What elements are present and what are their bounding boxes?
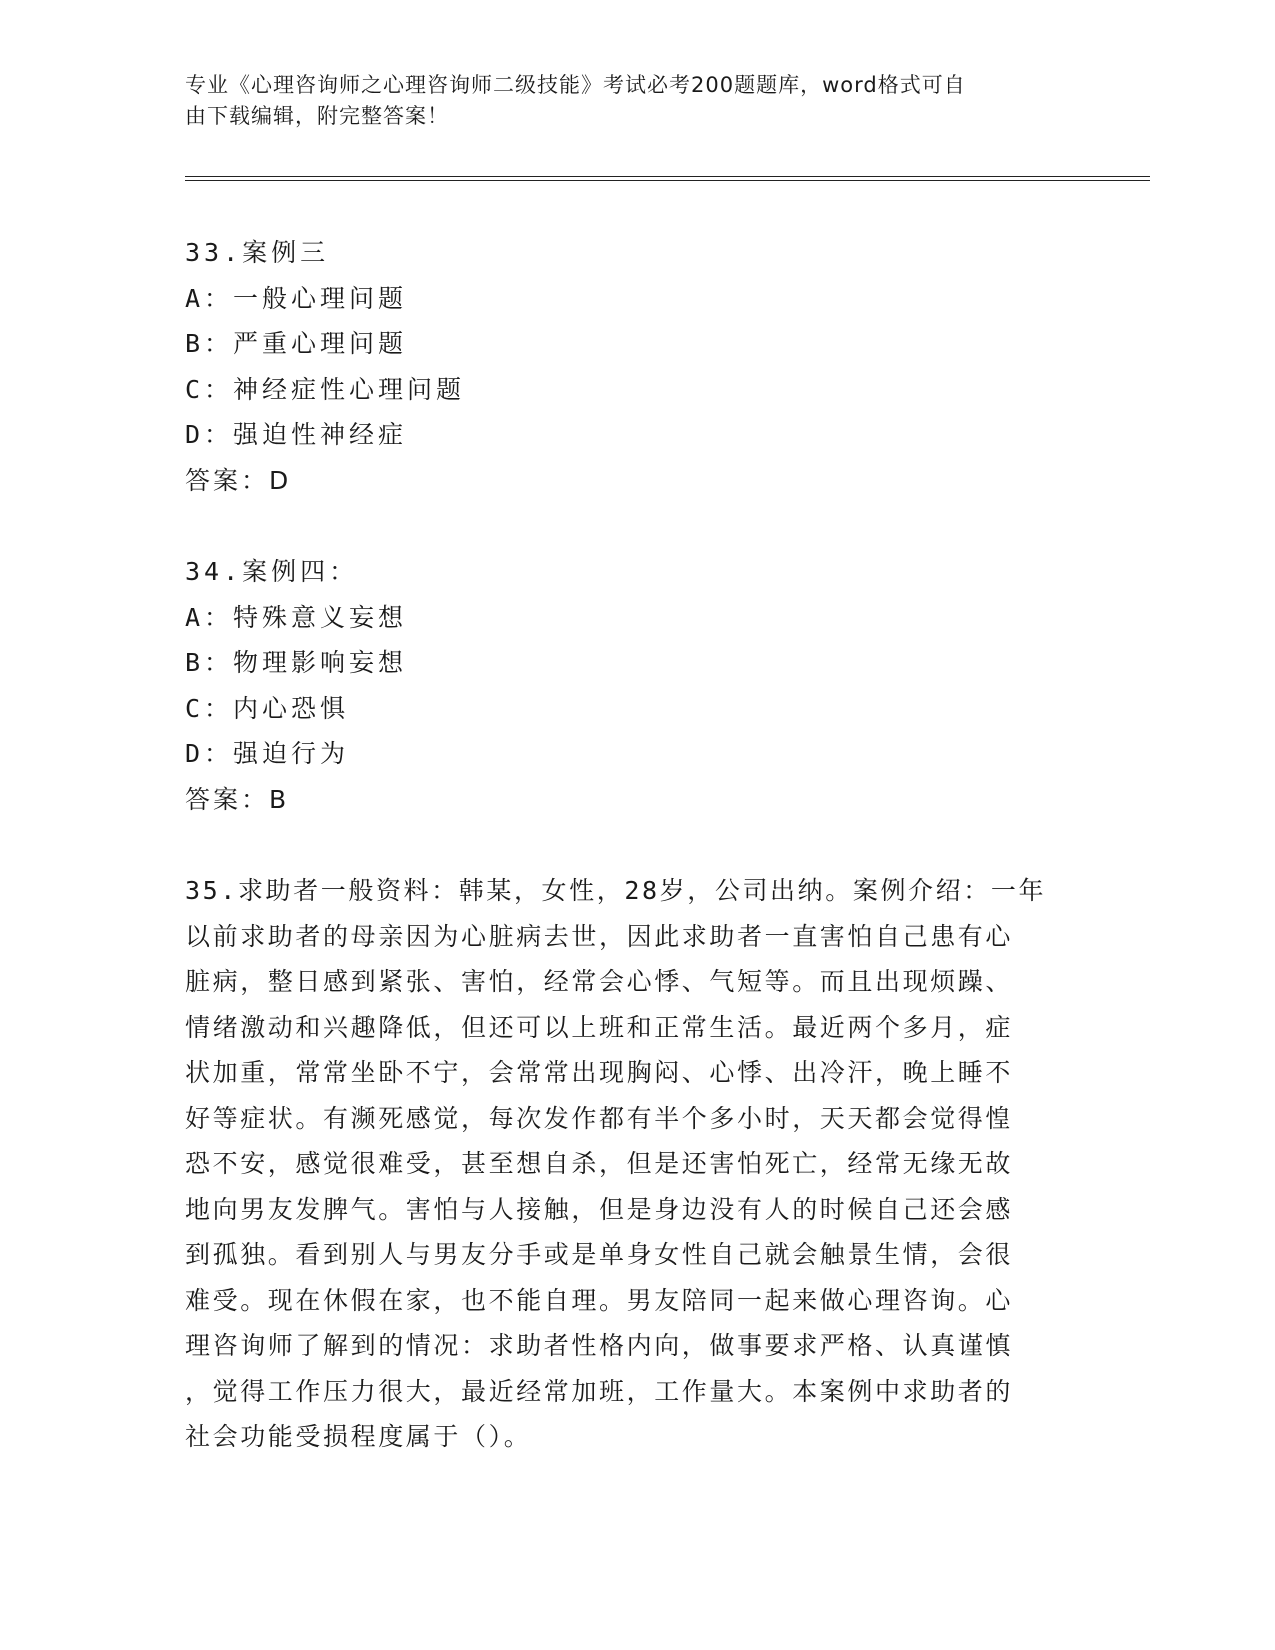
question-text-line: 恐不安，感觉很难受，甚至想自杀，但是还害怕死亡，经常无缘无故 [185, 1149, 1014, 1178]
header-line-1: 专业《心理咨询师之心理咨询师二级技能》考试必考200题题库，word格式可自 [185, 73, 966, 97]
question-text-line: 35.求助者一般资料：韩某，女性，28岁，公司出纳。案例介绍：一年 [185, 876, 1047, 905]
option-d: D：强迫行为 [185, 739, 350, 768]
option-c: C：内心恐惧 [185, 693, 350, 723]
header-divider-bottom [185, 180, 1150, 181]
question-text-line: 社会功能受损程度属于（）。 [185, 1422, 532, 1451]
option-b: B：物理影响妄想 [185, 648, 408, 677]
question-text-line: 状加重，常常坐卧不宁，会常常出现胸闷、心悸、出冷汗，晚上睡不 [185, 1058, 1014, 1087]
question-title: 34.案例四： [185, 557, 359, 586]
question-33 [185, 230, 1085, 503]
header-divider-top [185, 176, 1150, 177]
option-c: C：神经症性心理问题 [185, 374, 466, 404]
question-text-line: 难受。现在休假在家，也不能自理。男友陪同一起来做心理咨询。心 [185, 1285, 1014, 1315]
header-line-2: 由下载编辑，附完整答案！ [185, 104, 449, 128]
option-d: D：强迫性神经症 [185, 420, 408, 449]
question-text-line: 地向男友发脾气。害怕与人接触，但是身边没有人的时候自己还会感 [185, 1194, 1014, 1224]
question-text [185, 868, 1065, 1460]
question-text-line: 以前求助者的母亲因为心脏病去世，因此求助者一直害怕自己患有心 [185, 921, 1014, 951]
question-text-line: 理咨询师了解到的情况：求助者性格内向，做事要求严格、认真谨慎 [185, 1331, 1014, 1360]
question-text-line: 好等症状。有濒死感觉，每次发作都有半个多小时，天天都会觉得惶 [185, 1103, 1014, 1133]
question-title: 33.案例三 [185, 238, 330, 267]
question-text-line: 脏病，整日感到紧张、害怕，经常会心悸、气短等。而且出现烦躁、 [185, 967, 1014, 996]
option-a: A：特殊意义妄想 [185, 602, 408, 632]
option-a: A：一般心理问题 [185, 283, 408, 313]
answer-line: 答案：B [185, 784, 290, 814]
question-34 [185, 549, 1085, 822]
question-text-line: 到孤独。看到别人与男友分手或是单身女性自己就会触景生情，会很 [185, 1240, 1014, 1269]
question-text-line: ，觉得工作压力很大，最近经常加班，工作量大。本案例中求助者的 [185, 1376, 1014, 1406]
question-text-line: 情绪激动和兴趣降低，但还可以上班和正常生活。最近两个多月，症 [185, 1012, 1014, 1042]
document-header [185, 70, 1065, 132]
question-35 [185, 868, 1085, 1460]
answer-line: 答案：D [185, 465, 292, 495]
option-b: B：严重心理问题 [185, 329, 408, 358]
